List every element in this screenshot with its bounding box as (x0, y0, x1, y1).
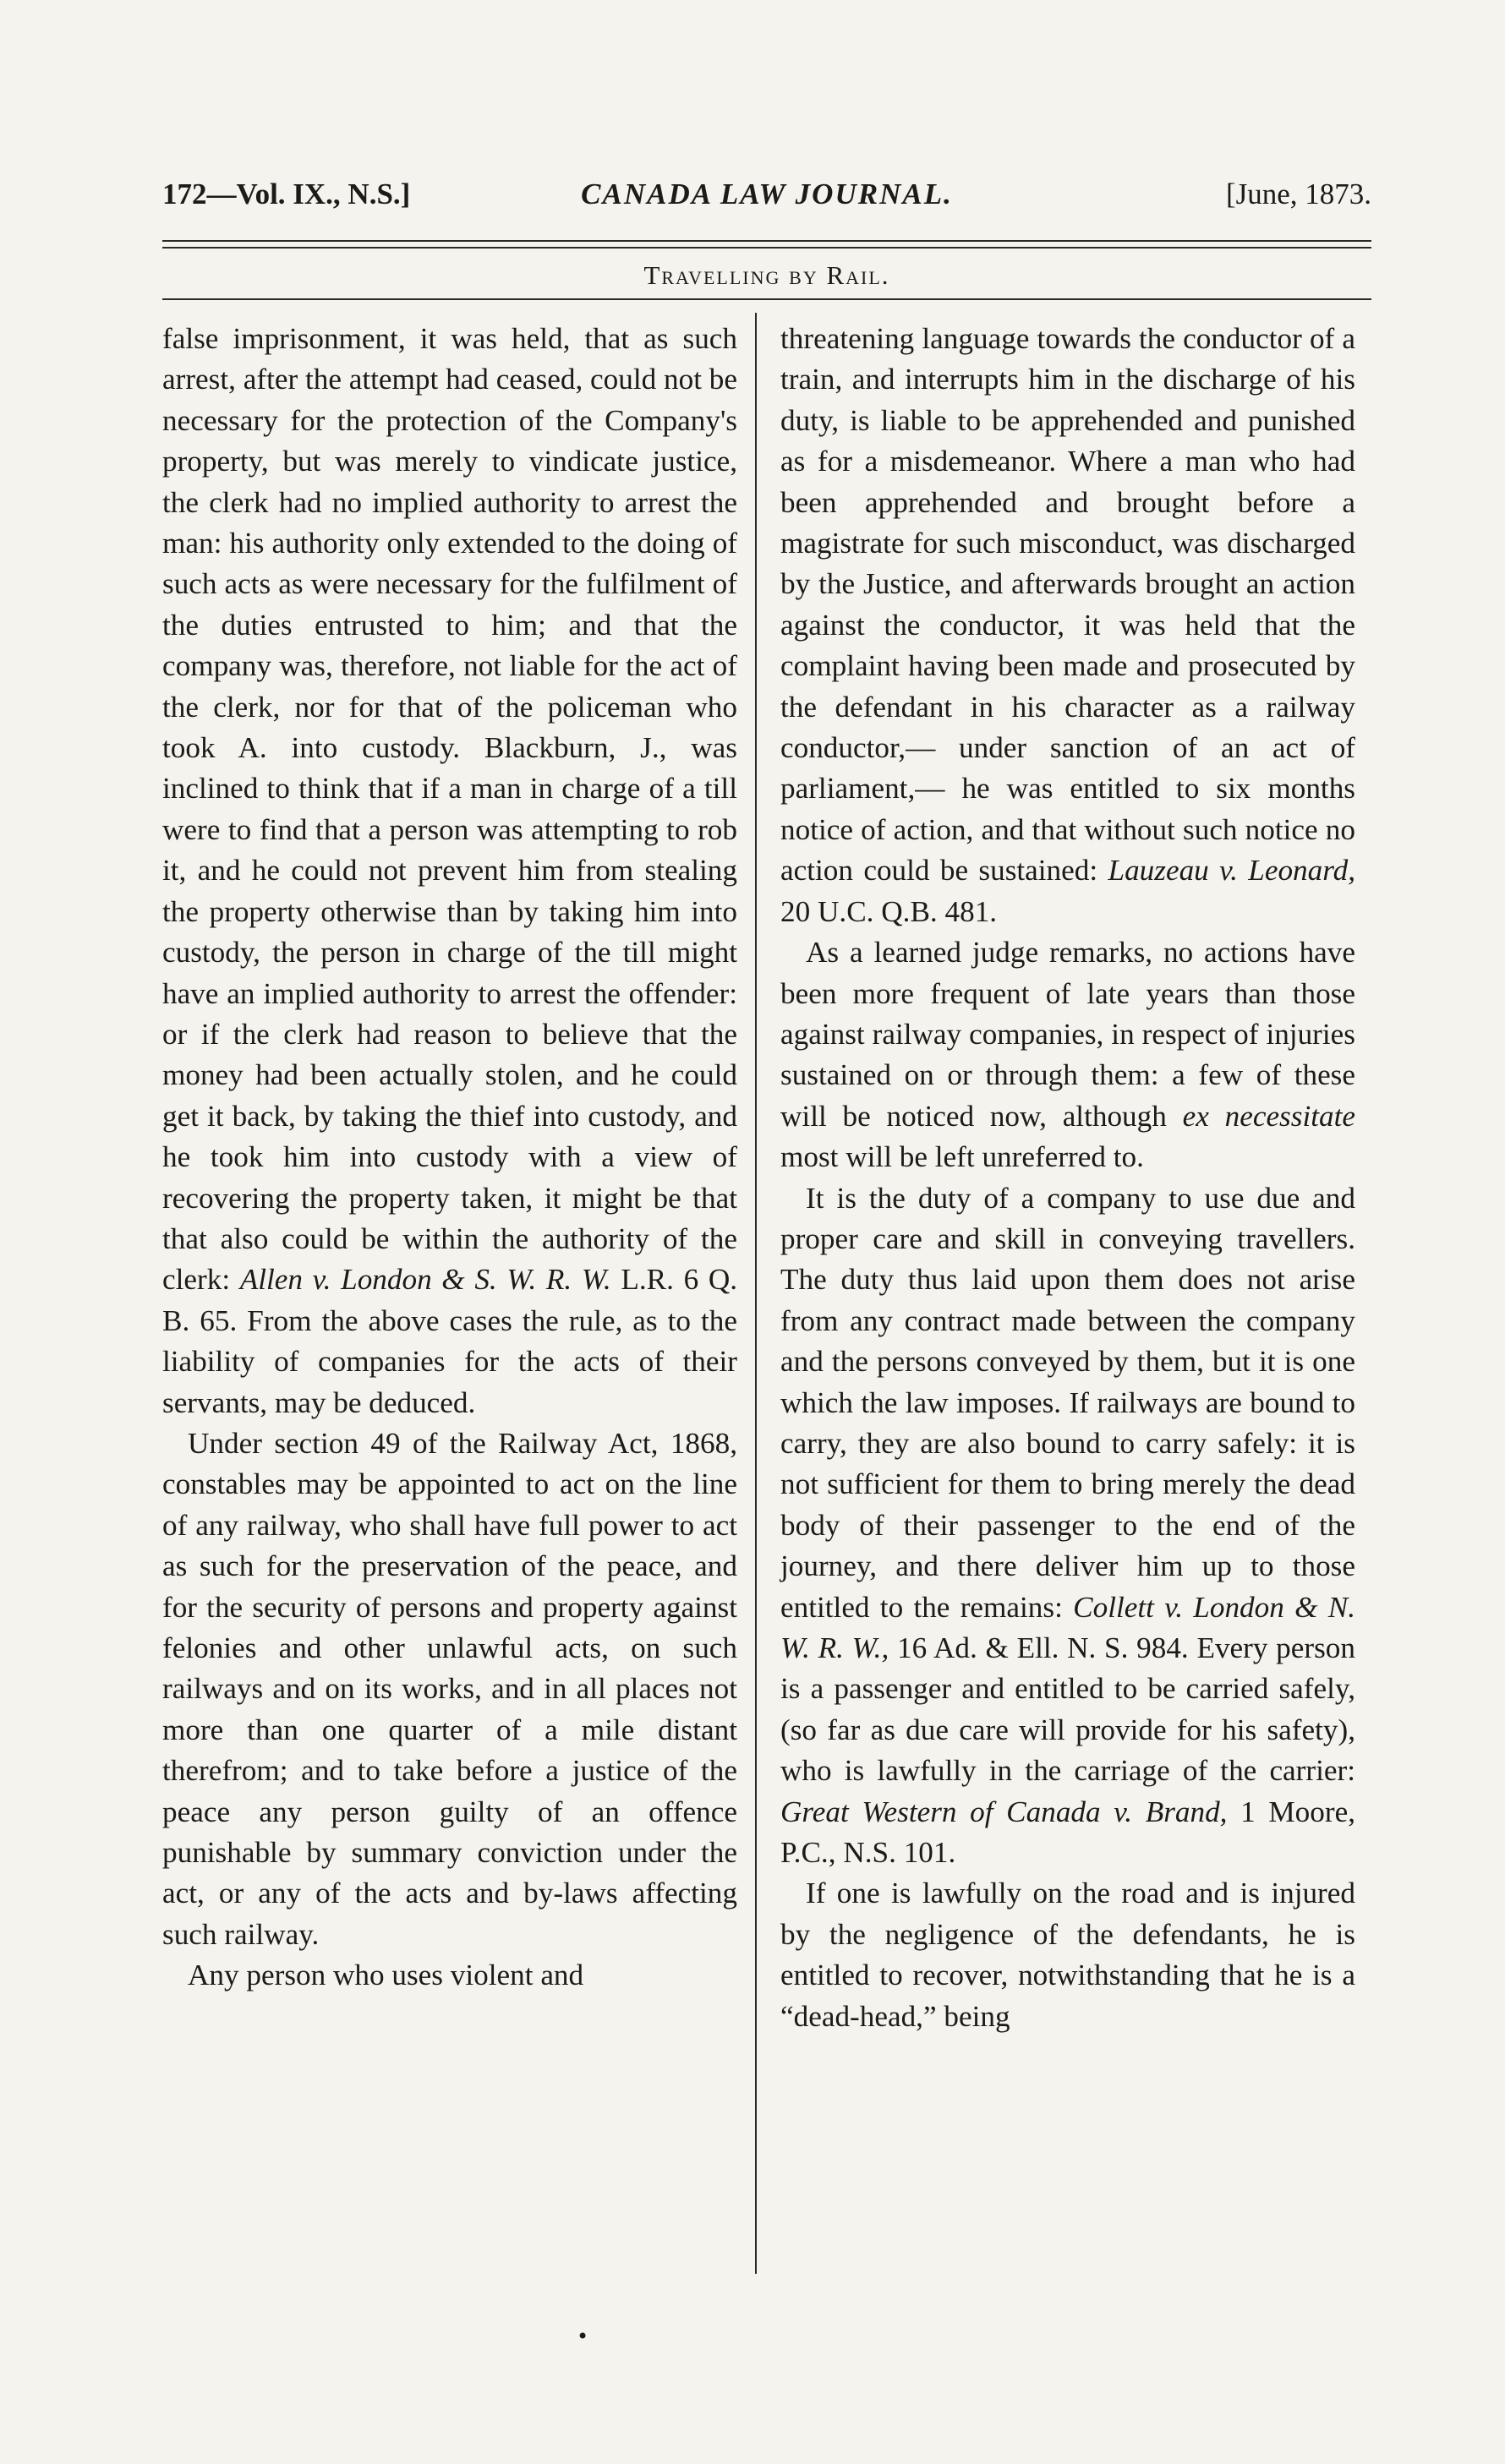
left-paragraph-3: Any person who uses violent and (188, 1959, 584, 1992)
journal-title: CANADA LAW JOURNAL. (581, 178, 953, 210)
right-p1-end: 20 U.C. Q.B. 481. (780, 894, 998, 928)
left-p1-text: false imprisonment, it was held, that as such arrest, after the attempt had ceased, could not be necessary for the protection of the Company's property, but was merely to vindicate justice, the clerk had no implied authority to arrest the man: his authority only extended to the doing of such acts as were necessary for the fulfilment of the duties entrusted to him; and that the company was, therefore, not liable for the act of the clerk, nor for that of the policeman who took A. into custody. Blackburn, J., was inclined to think that if a man in charge of a till were to find that a person was attempting to rob it, and he could not prevent him from stealing the property otherwise than by taking him into custody, the person in charge of the till might have an implied authority to arrest the offender: or if the clerk had reason to believe that the money had been actually stolen, and he could get it back, by taking the thief into custody, and he took him into custody with a view of recovering the property taken, it might be that that also could be within the authority of the clerk: (162, 322, 737, 1297)
left-paragraph-1 (162, 319, 737, 1423)
left-paragraph-2: Under section 49 of the Railway Act, 1868, constables may be appointed to act on the line of any railway, who shall have full power to act as such for the preservation of the peace, and for the security of persons and property against felonies and other unlawful acts, on such railways and on its works, and in all places not more than one quarter of a mile distant therefrom; and to take before a justice of the peace any person guilty of an offence punishable by summary conviction under the act, or any of the acts and by-laws affecting such railway. (162, 1426, 737, 1951)
footer-mark: • (577, 2325, 589, 2348)
column-divider (755, 313, 757, 2274)
right-paragraph-4: If one is lawfully on the road and is injured by the negligence of the defendants, he is entitled to recover, notwithstanding that he is a “dead-head,” being (780, 1877, 1355, 2033)
right-paragraph-3 (780, 1178, 1355, 1874)
right-p1-text: threatening language towards the conductor of a train, and interrupts him in the discharge of his duty, is liable to be apprehended and punished as for a misdemeanor. Where a man who had been apprehended and brought before a magistrate for such misconduct, was discharged by the Justice, and afterwards brought an action against the conductor, it was held that the complaint having been made and prosecuted by the defendant in his character as a railway conductor,— under sanction of an act of parliament,— he was entitled to six months notice of action, and that without such notice no action could be sustained: (780, 322, 1355, 888)
header-rule-bottom (162, 247, 1371, 249)
right-p3-mid: 16 Ad. & Ell. N. S. 984. Every person is a passenger and entitled to be carried safely, (so far as due care will provide for his safety), who is lawfully in the carriage of the carrier: (780, 1631, 1355, 1788)
left-column (162, 319, 737, 1997)
section-rule (162, 298, 1371, 300)
right-paragraph-1 (780, 319, 1355, 932)
left-p1-end: L.R. 6 Q. B. 65. From the above cases the rule, as to the liability of companies for the acts of their servants, may be deduced. (162, 1263, 738, 1419)
case-citation-lauzeau: Lauzeau v. Leonard, (1108, 854, 1355, 888)
header-rule-top (162, 240, 1371, 242)
right-p2-text-b: most will be left unreferred to. (780, 1140, 1144, 1174)
page-number-volume: 172—Vol. IX., N.S.] (162, 178, 411, 210)
right-column (780, 319, 1355, 2037)
case-citation-great-western: Great Western of Canada v. Brand, (780, 1795, 1228, 1828)
section-title: Travelling by Rail. (643, 260, 890, 290)
right-p3-text: It is the duty of a company to use due and proper care and skill in conveying travellers. The duty thus laid upon them does not arise from any contract made between the company and the persons conveyed by them, but it is one which the law imposes. If railways are bound to carry, they are also bound to carry safely: it is not sufficient for them to bring merely the dead body of their passenger to the end of the journey, and there deliver him up to those entitled to the remains: (780, 1181, 1355, 1624)
latin-phrase: ex necessitate (1182, 1099, 1355, 1133)
running-head (162, 178, 1371, 218)
right-paragraph-2 (780, 932, 1355, 1177)
case-citation-allen: Allen v. London & S. W. R. W. (239, 1263, 611, 1297)
issue-date: [June, 1873. (1225, 178, 1371, 210)
right-p3-end: 1 Moore, P.C., N.S. 101. (780, 1795, 1355, 1870)
case-citation-collett: Collett v. London & N. W. R. W., (780, 1590, 1356, 1664)
right-p2-text-a: As a learned judge remarks, no actions have been more frequent of late years than those against railway companies, in respect of injuries sustained on or through them: a few of these will be noticed now, although (780, 936, 1355, 1133)
